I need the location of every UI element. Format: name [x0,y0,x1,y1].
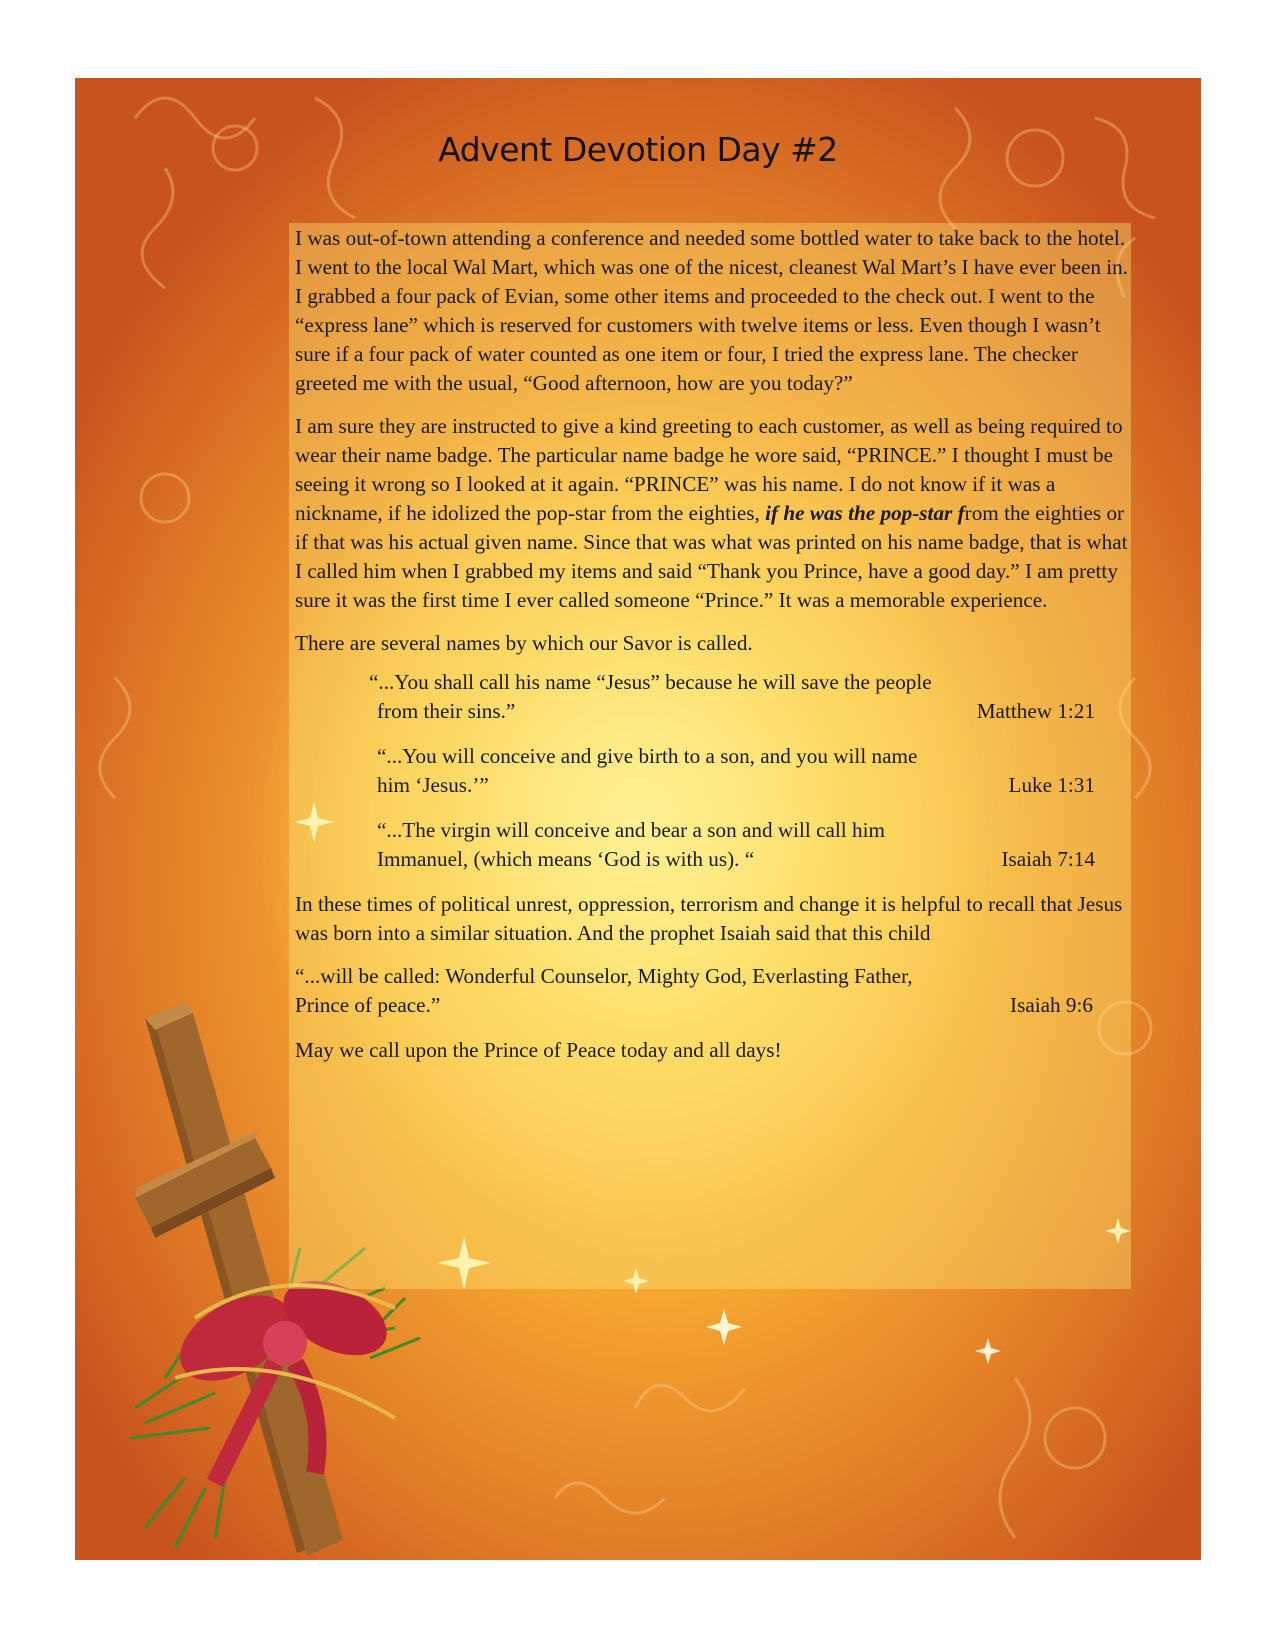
quote-line: him ‘Jesus.’” [377,773,489,797]
quote-luke [377,742,1095,800]
paragraph-unrest: In these times of political unrest, oppression, terrorism and change it is helpful to recall that Jesus was born into a similar situation. And the prophet Isaiah said that this child [295,892,1123,945]
scripture-reference: Matthew 1:21 [976,699,1095,723]
quote-matthew [369,668,1095,726]
quote-line: “...You shall call his name “Jesus” because he will save the people [369,670,932,694]
paragraph-closing: May we call upon the Prince of Peace today and all days! [295,1038,782,1062]
quote-line: Prince of peace.” [295,993,441,1017]
paragraph-prince-italic: if he was the pop-star f [765,501,965,525]
quote-line: Immanuel, (which means ‘God is with us). “ [377,847,755,871]
quote-line: “...will be called: Wonderful Counselor, Mighty God, Everlasting Father, [295,964,913,988]
scripture-reference: Isaiah 9:6 [1010,993,1093,1017]
devotion-body [295,224,1137,1079]
paragraph-intro: I was out-of-town attending a conference and needed some bottled water to take back to the hotel. I went to the local Wal Mart, which was one of the nicest, cleanest Wal Mart’s I have ever been in. I grabbed a four pack of Evian, some other items and proceeded to the check out. I went to the “express lane” which is reserved for customers with twelve items or less. Even though I wasn’t sure if a four pack of water counted as one item or four, I tried the express lane. The checker greeted me with the usual, “Good afternoon, how are you today?” [295,226,1129,395]
paragraph-prince-part1: I am sure they are instructed to give a kind greeting to each customer, as well as being required to wear their name badge. The particular name badge he wore said, “PRINCE.” I thought I must be seeing it wrong so I looked at it again. “PRINCE” was his name. I do not know if it was a nickname, if he idolized the pop-star from the eighties, [295,414,1123,525]
paragraph-prince [295,412,1137,615]
quote-line: from their sins.” [377,699,516,723]
paragraph-prince-part2: rom the eighties or if that was his actual given name. Since that was what was printed on his name badge, that is what I called him when I grabbed my items and said “Thank you Prince, have a good day.” I am pretty sure it was the first time I ever called someone “Prince.” It was a memorable experience. [295,501,1128,612]
scripture-reference: Isaiah 7:14 [1001,847,1095,871]
scripture-reference: Luke 1:31 [1008,773,1095,797]
paragraph-names: There are several names by which our Savor is called. [295,631,753,655]
quote-isaiah-7 [377,816,1095,874]
page-title: Advent Devotion Day #2 [438,130,838,169]
devotion-page [75,78,1201,1560]
quote-line: “...You will conceive and give birth to a son, and you will name [377,744,918,768]
quote-line: “...The virgin will conceive and bear a son and will call him [377,818,885,842]
quote-isaiah-9 [295,962,1093,1020]
